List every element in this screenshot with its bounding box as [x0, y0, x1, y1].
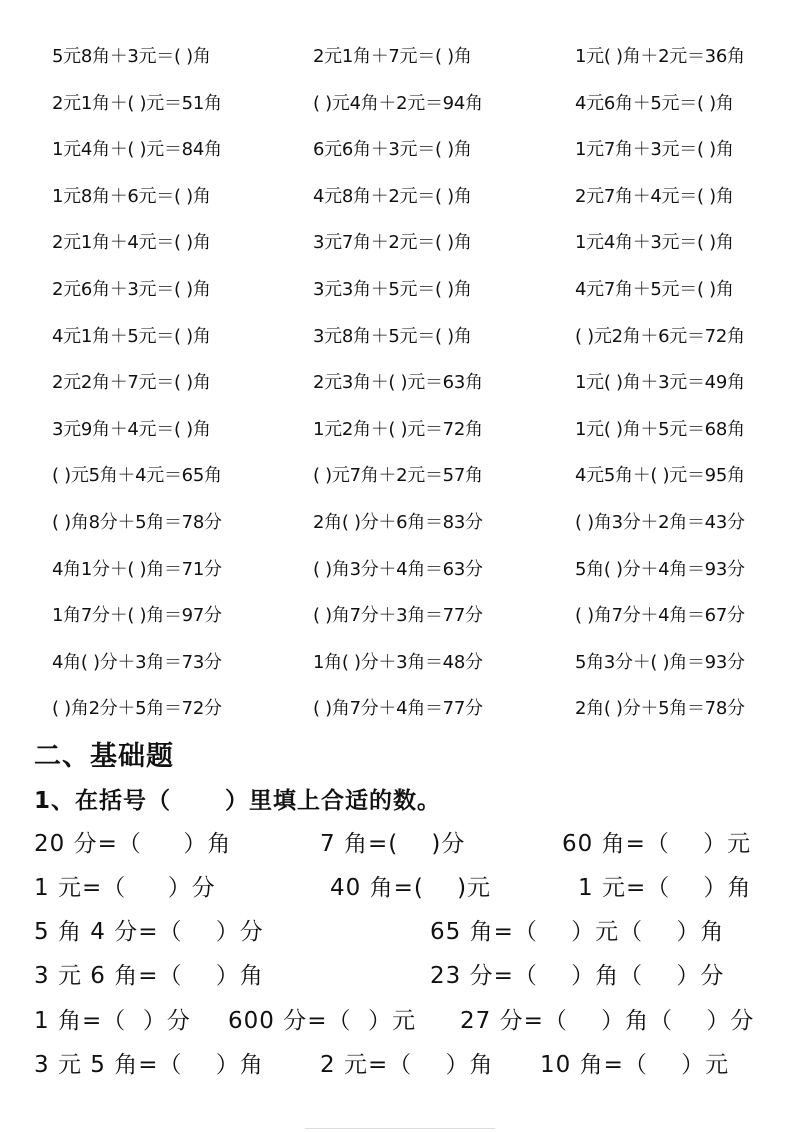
conversion-item: 23 分=（ ）角（ ）分 [430, 963, 725, 989]
exercise-item: 6元6角＋3元＝( )角 [313, 139, 472, 161]
exercise-item: 1角7分＋( )角＝97分 [52, 605, 222, 627]
conversion-item: 27 分=（ ）角（ ）分 [460, 1008, 755, 1034]
exercise-item: ( )元4角＋2元＝94角 [313, 92, 483, 114]
exercise-item: 2元1角＋( )元＝51角 [52, 92, 222, 114]
conversion-item: 3 元 5 角=（ ）角 [34, 1052, 264, 1078]
exercise-item: 2角( )分＋6角＝83分 [313, 512, 483, 533]
conversion-item: 3 元 6 角=（ ）角 [34, 963, 264, 989]
exercise-item: 2元1角＋4元＝( )角 [52, 232, 211, 254]
exercise-item: 1元( )角＋3元＝49角 [575, 372, 745, 394]
exercise-item: ( )角7分＋3角＝77分 [313, 605, 483, 627]
exercise-item: 4元8角＋2元＝( )角 [313, 185, 472, 207]
exercise-item: 5元8角＋3元＝( )角 [52, 46, 211, 67]
exercise-item: ( )元5角＋4元＝65角 [52, 465, 222, 487]
exercise-item: ( )角2分＋5角＝72分 [52, 698, 222, 720]
exercise-item: 2元1角＋7元＝( )角 [313, 46, 472, 67]
conversion-item: 1 元=（ ）分 [34, 875, 216, 901]
conversion-item: 40 角=( )元 [330, 875, 492, 901]
exercise-item: 1元2角＋( )元＝72角 [313, 418, 483, 440]
conversion-item: 20 分=（ ）角 [34, 831, 232, 857]
page-divider [305, 1128, 495, 1129]
conversion-item: 10 角=（ ）元 [540, 1052, 730, 1078]
exercise-item: ( )元2角＋6元＝72角 [575, 325, 745, 347]
exercise-item: 3元9角＋4元＝( )角 [52, 418, 211, 440]
exercise-item: 2角( )分＋5角＝78分 [575, 698, 745, 720]
exercise-item: ( )角7分＋4角＝77分 [313, 698, 483, 720]
exercise-item: 1元( )角＋2元＝36角 [575, 46, 745, 67]
exercise-item: ( )角7分＋4角＝67分 [575, 605, 745, 627]
exercise-item: 4元1角＋5元＝( )角 [52, 325, 211, 347]
exercise-item: 3元8角＋5元＝( )角 [313, 325, 472, 347]
exercise-item: 1元7角＋3元＝( )角 [575, 139, 734, 161]
exercise-item: 3元3角＋5元＝( )角 [313, 279, 472, 300]
exercise-item: 5角( )分＋4角＝93分 [575, 558, 745, 580]
conversion-item: 2 元=（ ）角 [320, 1052, 494, 1078]
exercise-item: 4角( )分＋3角＝73分 [52, 651, 222, 673]
exercise-item: 1元4角＋3元＝( )角 [575, 232, 734, 254]
conversion-item: 600 分=（ ）元 [228, 1008, 417, 1034]
exercise-item: 2元2角＋7元＝( )角 [52, 372, 211, 394]
exercise-item: 2元7角＋4元＝( )角 [575, 185, 734, 207]
exercise-item: 2元3角＋( )元＝63角 [313, 372, 483, 394]
exercise-item: 4元6角＋5元＝( )角 [575, 92, 734, 114]
exercise-item: 1角( )分＋3角＝48分 [313, 651, 483, 673]
exercise-item: ( )角8分＋5角＝78分 [52, 512, 222, 533]
section-title: 二、基础题 [34, 741, 174, 772]
question-title: 1、在括号（ ）里填上合适的数。 [34, 788, 442, 814]
conversion-item: 65 角=（ ）元（ ）角 [430, 919, 725, 945]
exercise-item: ( )角3分＋4角＝63分 [313, 558, 483, 580]
conversion-item: 7 角=( )分 [320, 831, 466, 857]
conversion-item: 1 元=（ ）角 [578, 875, 752, 901]
exercise-item: 1元8角＋6元＝( )角 [52, 185, 211, 207]
conversion-item: 60 角=（ ）元 [562, 831, 752, 857]
exercise-item: ( )元7角＋2元＝57角 [313, 465, 483, 487]
conversion-item: 1 角=（ ）分 [34, 1008, 191, 1034]
exercise-item: ( )角3分＋2角＝43分 [575, 512, 745, 533]
exercise-item: 4角1分＋( )角＝71分 [52, 558, 222, 580]
exercise-item: 1元( )角＋5元＝68角 [575, 418, 745, 440]
exercise-item: 5角3分＋( )角＝93分 [575, 651, 745, 673]
exercise-item: 4元5角＋( )元＝95角 [575, 465, 745, 487]
exercise-item: 2元6角＋3元＝( )角 [52, 279, 211, 300]
exercise-item: 1元4角＋( )元＝84角 [52, 139, 222, 161]
conversion-item: 5 角 4 分=（ ）分 [34, 919, 264, 945]
exercise-item: 4元7角＋5元＝( )角 [575, 279, 734, 300]
exercise-item: 3元7角＋2元＝( )角 [313, 232, 472, 254]
